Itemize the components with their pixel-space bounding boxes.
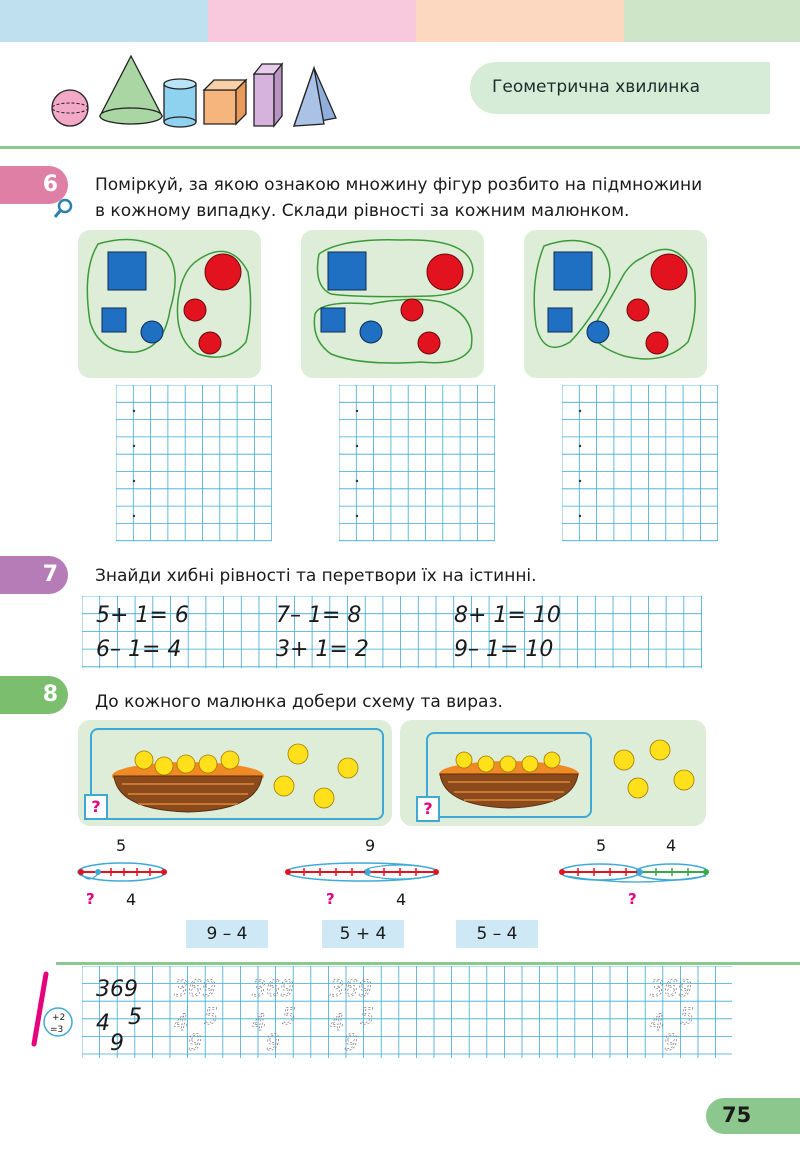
- writing-grid[interactable]: [82, 966, 732, 1058]
- answer-grid-3[interactable]: [562, 385, 718, 543]
- equation-1[interactable]: 5+ 1= 6: [96, 603, 189, 628]
- scheme-3[interactable]: [556, 858, 714, 886]
- trace-9-1[interactable]: 9: [188, 1031, 202, 1056]
- scheme-2-question: ?: [326, 890, 335, 908]
- task-6-number: 6: [42, 172, 58, 197]
- trace-4-1[interactable]: 4: [174, 1011, 188, 1036]
- scheme-3-left-label: 5: [596, 836, 607, 855]
- section-title: Геометрична хвилинка: [492, 77, 701, 97]
- grid-dot: [133, 410, 135, 412]
- chicks-icon: [268, 732, 378, 822]
- svg-text:=3: =3: [50, 1025, 64, 1035]
- answer-grid-1[interactable]: [116, 385, 272, 543]
- answer-box-2[interactable]: ?: [416, 796, 440, 822]
- header-stripe-green: [624, 0, 800, 42]
- writing-sample-4: 4: [96, 1011, 110, 1036]
- trace-9-3[interactable]: 9: [344, 1031, 358, 1056]
- scheme-2-top-label: 9: [365, 836, 376, 855]
- writing-sample-9: 9: [110, 1031, 124, 1056]
- task-6-text-line1: Поміркуй, за якою ознакою множину фігур розбито на підмножини: [95, 175, 703, 195]
- writing-sample-5: 5: [128, 1005, 142, 1030]
- solids-illustration-icon: [48, 52, 338, 130]
- expression-3[interactable]: 5 – 4: [456, 920, 538, 948]
- equation-grid[interactable]: [82, 596, 702, 668]
- task-8-text: До кожного малюнка добери схему та вираз.: [95, 692, 503, 712]
- trace-5-2[interactable]: 5: [282, 1005, 296, 1030]
- page-number-tab: [706, 1098, 800, 1134]
- scheme-1-question: ?: [86, 890, 95, 908]
- magnifier-icon: [52, 196, 76, 220]
- grid-dot: [356, 480, 358, 482]
- task-7-number: 7: [42, 562, 58, 587]
- equation-4[interactable]: 6– 1= 4: [96, 637, 182, 662]
- scheme-3-question: ?: [628, 890, 637, 908]
- task-8-number: 8: [42, 682, 58, 707]
- set-panel-1: [78, 230, 261, 378]
- picture-panel-1: [78, 720, 392, 826]
- picture-panel-2: [400, 720, 706, 826]
- equation-5[interactable]: 3+ 1= 2: [276, 637, 369, 662]
- header-divider: [0, 146, 800, 149]
- trace-369-4[interactable]: 369: [650, 977, 692, 1002]
- grid-lines: [562, 385, 718, 541]
- expression-1[interactable]: 9 – 4: [186, 920, 268, 948]
- page-number: 75: [722, 1103, 752, 1127]
- scheme-1-bottom-label: 4: [126, 890, 137, 909]
- grid-dot: [579, 445, 581, 447]
- grid-dot: [356, 410, 358, 412]
- grid-dot: [579, 515, 581, 517]
- grid-dot: [356, 515, 358, 517]
- pencil-icon: [26, 970, 76, 1054]
- expression-2[interactable]: 5 + 4: [322, 920, 404, 948]
- nest-with-chicks-icon: [108, 732, 268, 816]
- grid-dot: [356, 445, 358, 447]
- grid-lines: [116, 385, 272, 541]
- equation-6[interactable]: 9– 1= 10: [454, 637, 554, 662]
- trace-5-3[interactable]: 5: [360, 1005, 374, 1030]
- trace-5-1[interactable]: 5: [204, 1005, 218, 1030]
- trace-369-3[interactable]: 369: [330, 977, 372, 1002]
- task-6-text-line2: в кожному випадку. Склади рівності за кожним малюнком.: [95, 201, 630, 221]
- trace-4-3[interactable]: 4: [330, 1011, 344, 1036]
- scheme-3-right-label: 4: [666, 836, 677, 855]
- trace-5-4[interactable]: 5: [680, 1005, 694, 1030]
- trace-369-1[interactable]: 369: [174, 977, 216, 1002]
- task-7-tab: [0, 556, 68, 594]
- task-8-tab: [0, 676, 68, 714]
- header-stripe-blue: [0, 0, 208, 42]
- grid-dot: [579, 410, 581, 412]
- header-stripe-pink: [208, 0, 416, 42]
- trace-369-2[interactable]: 369: [252, 977, 294, 1002]
- trace-9-4[interactable]: 9: [664, 1031, 678, 1056]
- set-panel-3: [524, 230, 707, 378]
- answer-grid-2[interactable]: [339, 385, 495, 543]
- trace-4-2[interactable]: 4: [252, 1011, 266, 1036]
- answer-box-1[interactable]: ?: [84, 794, 108, 820]
- scheme-1-top-label: 5: [116, 836, 127, 855]
- writing-divider: [56, 962, 800, 965]
- grid-dot: [579, 480, 581, 482]
- writing-sample-369: 369: [96, 977, 138, 1002]
- trace-9-2[interactable]: 9: [266, 1031, 280, 1056]
- task-7-text: Знайди хибні рівності та перетвори їх на істинні.: [95, 566, 537, 586]
- equation-3[interactable]: 8+ 1= 10: [454, 603, 561, 628]
- set-panel-2: [301, 230, 484, 378]
- grid-dot: [133, 480, 135, 482]
- scheme-2[interactable]: [284, 858, 440, 886]
- grid-dot: [133, 445, 135, 447]
- trace-4-4[interactable]: 4: [650, 1011, 664, 1036]
- nest-with-chicks-icon: [434, 734, 584, 812]
- grid-lines: [339, 385, 495, 541]
- equation-2[interactable]: 7– 1= 8: [276, 603, 362, 628]
- header-stripe-peach: [416, 0, 624, 42]
- grid-dot: [133, 515, 135, 517]
- chicks-icon: [596, 734, 702, 814]
- scheme-1[interactable]: [76, 858, 168, 886]
- svg-text:+2: +2: [52, 1013, 66, 1023]
- scheme-2-bottom-label: 4: [396, 890, 407, 909]
